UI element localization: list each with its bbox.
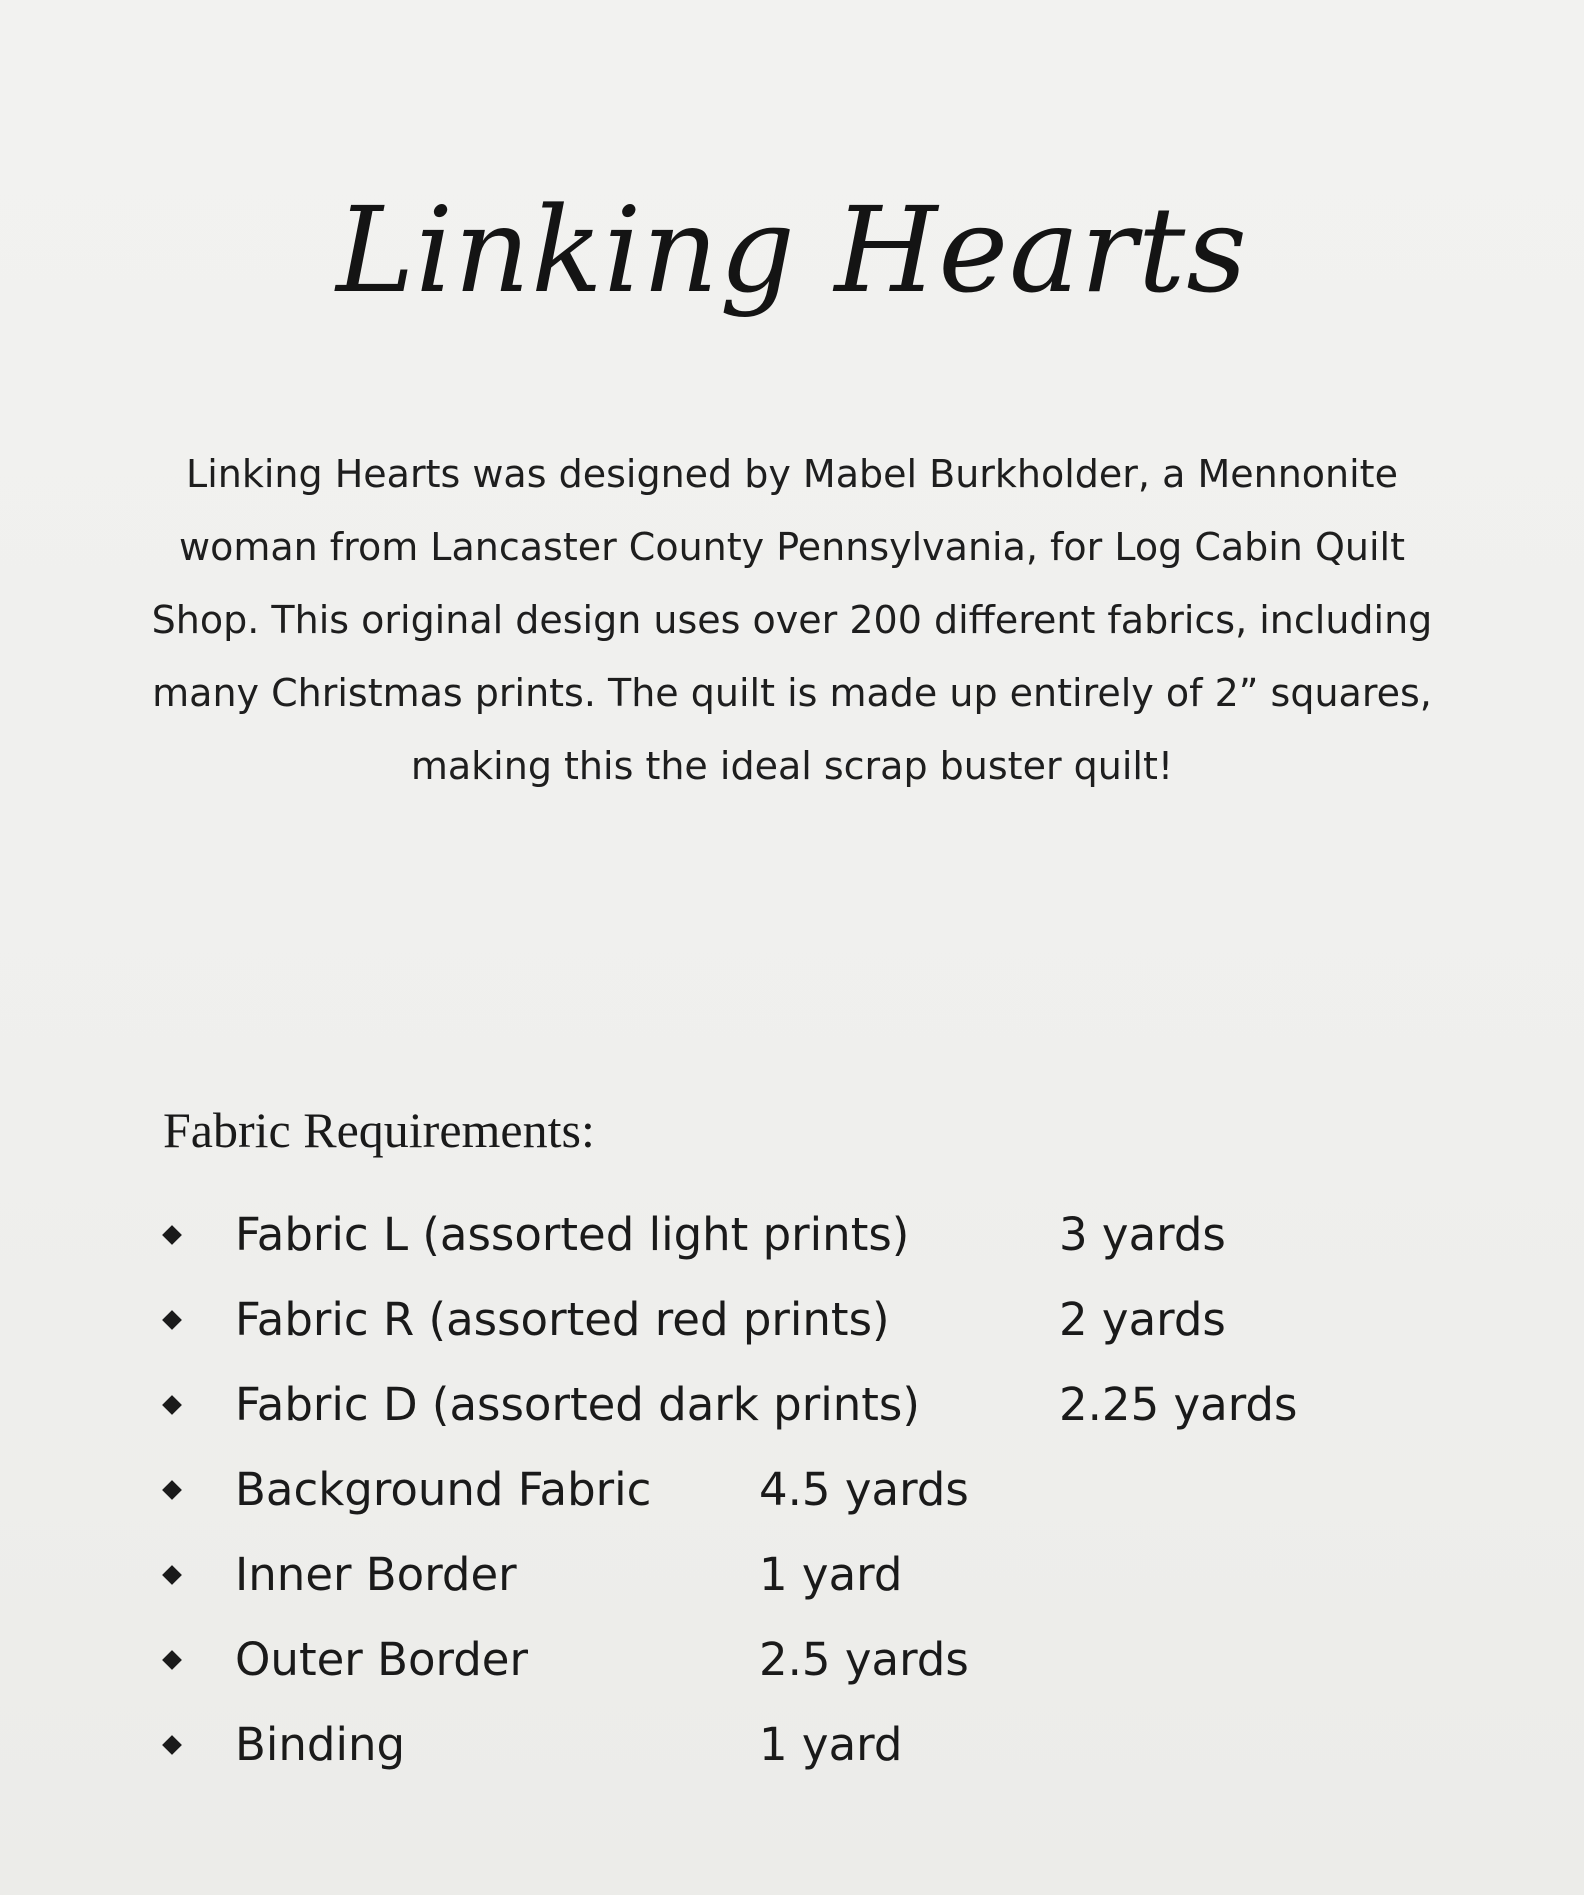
- list-item: [0, 1710, 1584, 1795]
- fabric-requirements-heading: Fabric Requirements:: [163, 1102, 595, 1158]
- intro-line: Linking Hearts was designed by Mabel Burkholder, a Mennonite: [186, 452, 1398, 496]
- list-item: [0, 1370, 1584, 1455]
- intro-line: many Christmas prints. The quilt is made up entirely of 2” squares,: [152, 671, 1432, 715]
- intro-paragraph: [80, 438, 1504, 803]
- diamond-bullet-icon: [162, 1480, 182, 1500]
- fabric-amount: 4.5 yards: [759, 1463, 969, 1516]
- fabric-amount: 1 yard: [759, 1718, 903, 1771]
- fabric-name: Background Fabric: [235, 1463, 652, 1516]
- diamond-bullet-icon: [162, 1650, 182, 1670]
- list-item: [0, 1625, 1584, 1710]
- fabric-amount: 2.25 yards: [1059, 1378, 1298, 1431]
- fabric-name: Inner Border: [235, 1548, 517, 1601]
- fabric-amount: 1 yard: [759, 1548, 903, 1601]
- fabric-amount: 3 yards: [1059, 1208, 1226, 1261]
- page-title: Linking Hearts: [336, 181, 1248, 319]
- fabric-name: Fabric R (assorted red prints): [235, 1293, 890, 1346]
- list-item: [0, 1285, 1584, 1370]
- intro-line: Shop. This original design uses over 200 different fabrics, including: [151, 598, 1433, 642]
- intro-line: woman from Lancaster County Pennsylvania, for Log Cabin Quilt: [179, 525, 1405, 569]
- list-item: [0, 1455, 1584, 1540]
- intro-line: making this the ideal scrap buster quilt!: [410, 744, 1174, 788]
- list-item: [0, 1200, 1584, 1285]
- fabric-name: Binding: [235, 1718, 406, 1771]
- diamond-bullet-icon: [162, 1395, 182, 1415]
- fabric-requirements-list: [0, 1200, 1584, 1795]
- diamond-bullet-icon: [162, 1565, 182, 1585]
- diamond-bullet-icon: [162, 1310, 182, 1330]
- fabric-amount: 2 yards: [1059, 1293, 1226, 1346]
- diamond-bullet-icon: [162, 1735, 182, 1755]
- fabric-name: Fabric L (assorted light prints): [235, 1208, 910, 1261]
- diamond-bullet-icon: [162, 1225, 182, 1245]
- list-item: [0, 1540, 1584, 1625]
- fabric-name: Outer Border: [235, 1633, 528, 1686]
- fabric-name: Fabric D (assorted dark prints): [235, 1378, 920, 1431]
- fabric-amount: 2.5 yards: [759, 1633, 969, 1686]
